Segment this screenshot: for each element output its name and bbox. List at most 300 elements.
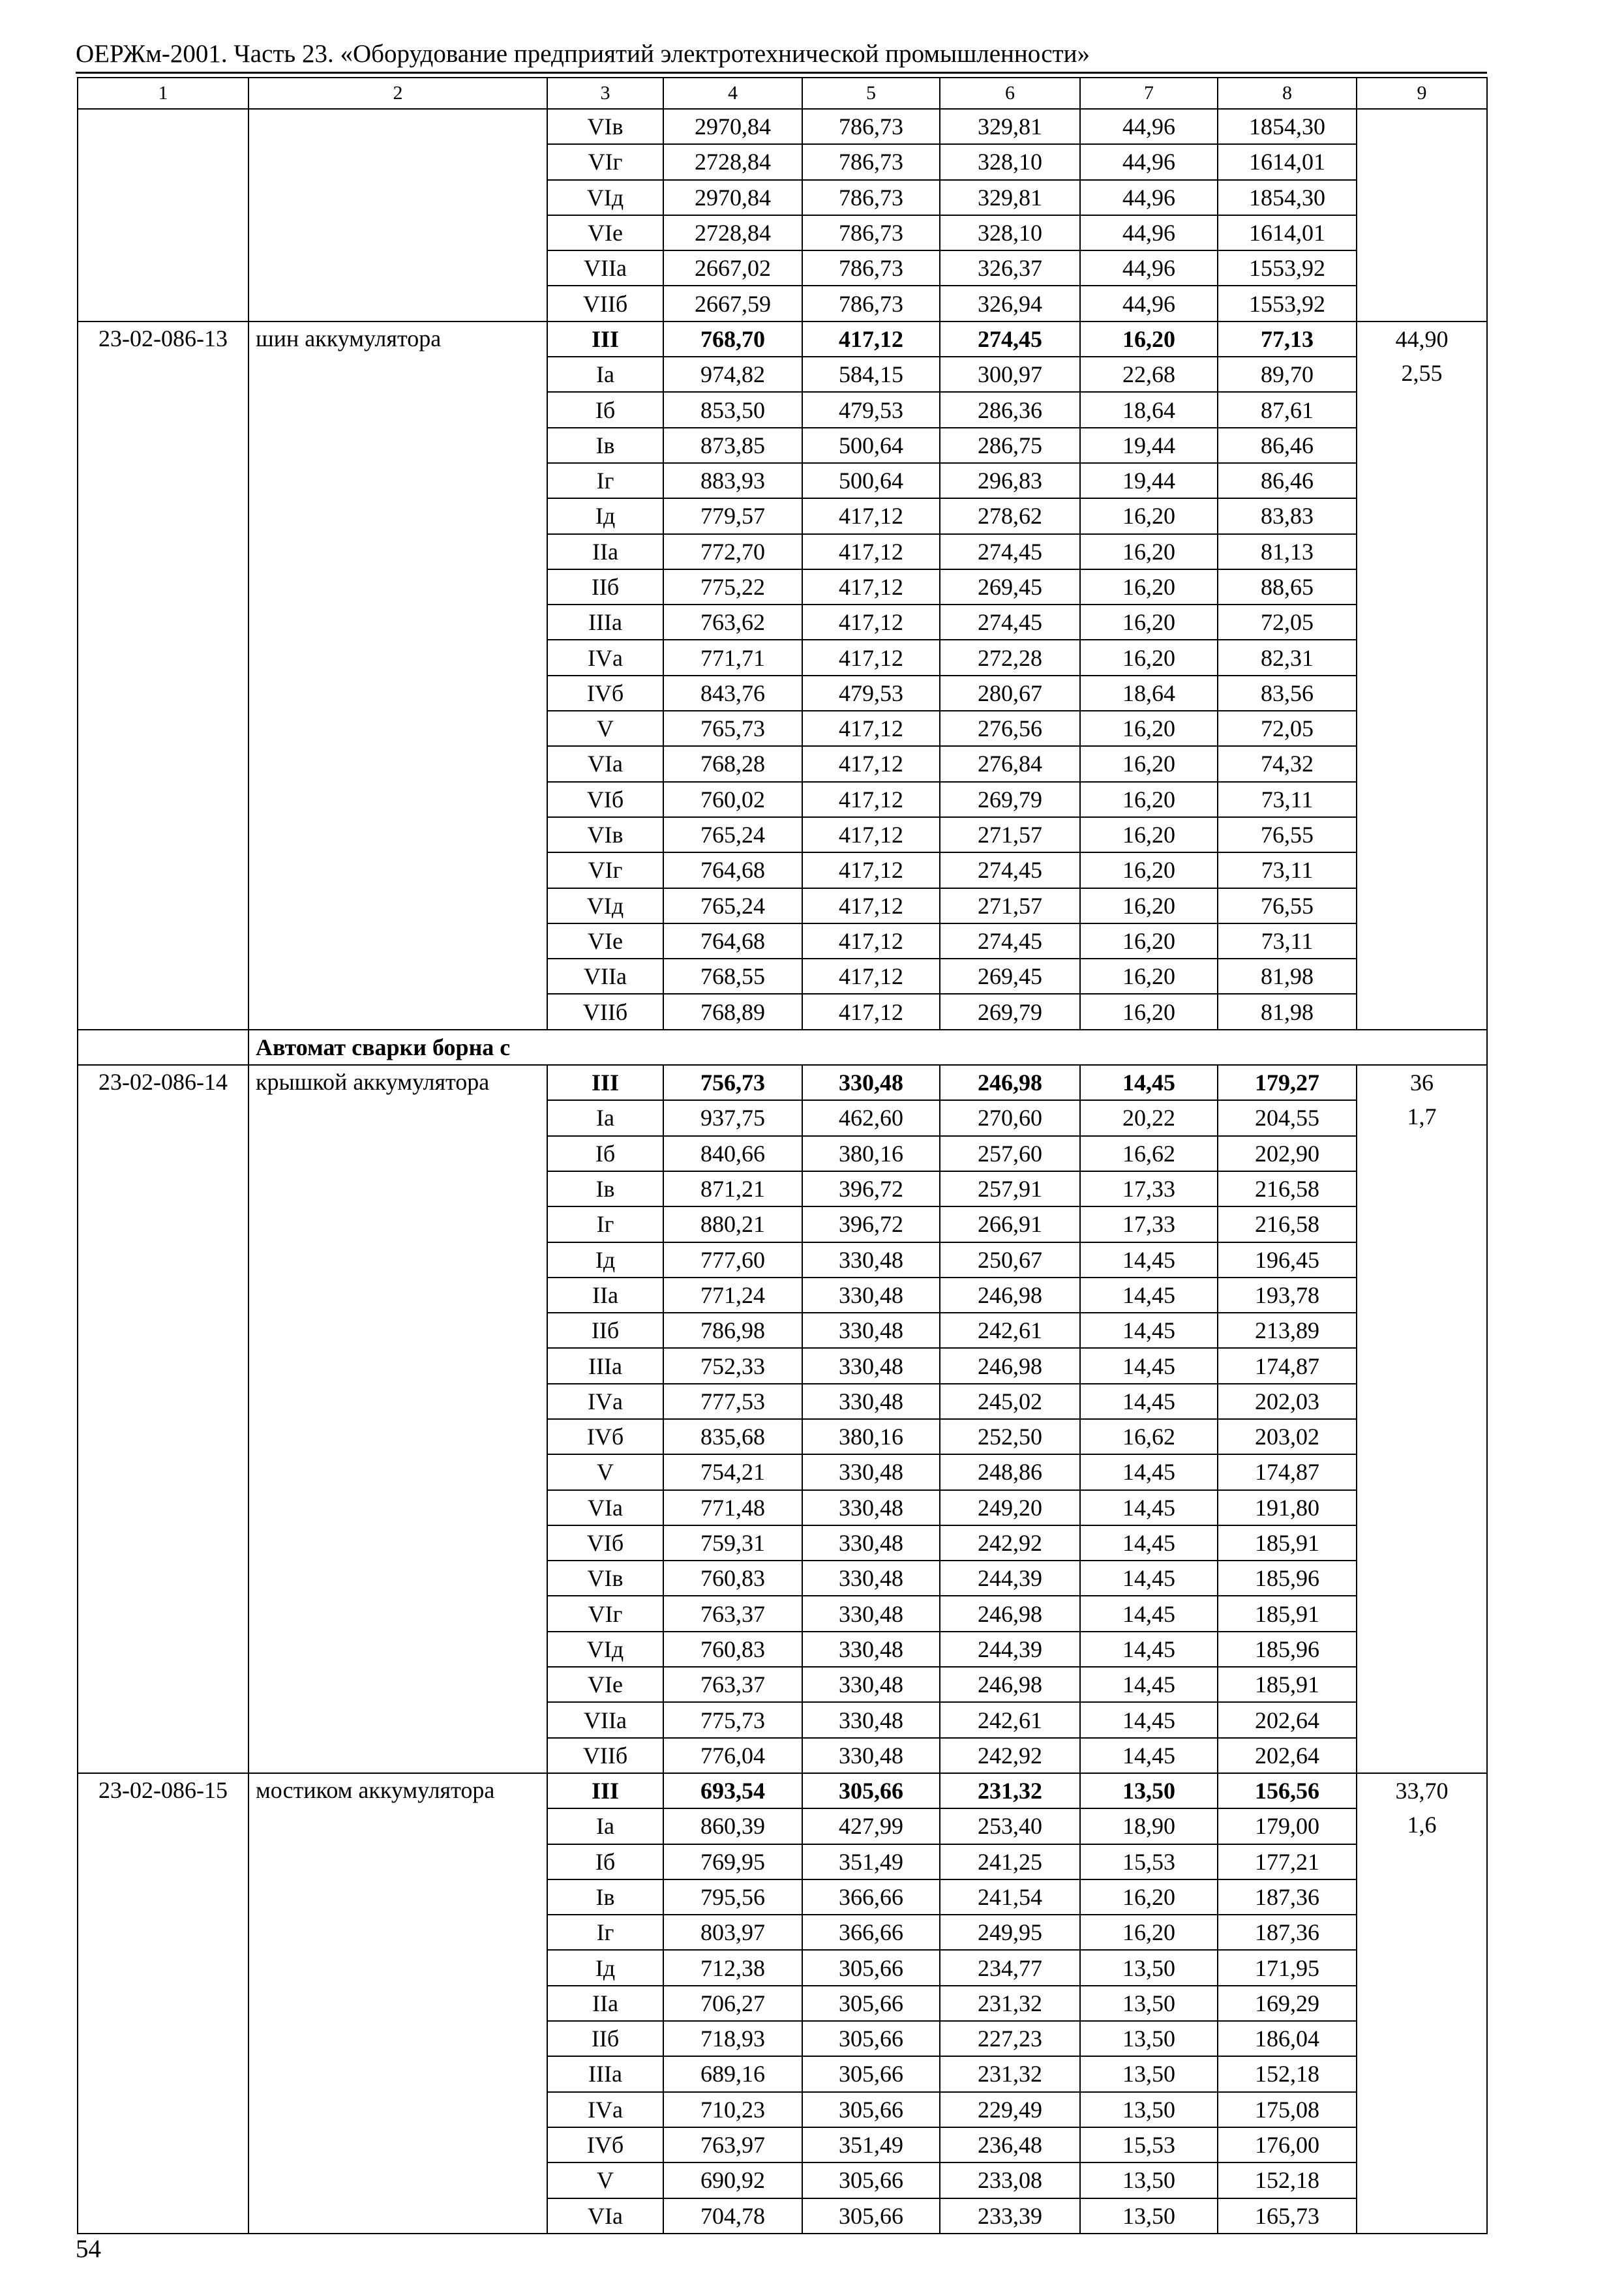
cost-cell-col7: 14,45 xyxy=(1080,1702,1218,1737)
cost-cell-col7: 13,50 xyxy=(1080,2162,1218,2198)
cost-cell-col4: 710,23 xyxy=(663,2092,802,2127)
cost-cell-col8: 185,91 xyxy=(1218,1525,1357,1561)
cost-cell-col6: 272,28 xyxy=(940,640,1080,675)
cost-cell-col4: 880,21 xyxy=(663,1206,802,1242)
region-zone: IIIа xyxy=(547,605,663,640)
cost-cell-col8: 202,03 xyxy=(1218,1384,1357,1419)
cost-cell-col6: 245,02 xyxy=(940,1384,1080,1419)
cost-cell-col8: 177,21 xyxy=(1218,1844,1357,1879)
cost-cell-col6: 270,60 xyxy=(940,1100,1080,1135)
cost-cell-col7: 15,53 xyxy=(1080,2127,1218,2162)
cost-cell-col5: 330,48 xyxy=(802,1313,940,1348)
cost-cell-col4: 718,93 xyxy=(663,2021,802,2056)
region-zone: Iб xyxy=(547,1844,663,1879)
cost-cell-col4: 776,04 xyxy=(663,1738,802,1773)
cost-cell-col7: 16,20 xyxy=(1080,746,1218,781)
region-zone: VIг xyxy=(547,852,663,888)
cost-cell-col6: 233,08 xyxy=(940,2162,1080,2198)
region-zone: VIе xyxy=(547,1667,663,1702)
labor-cost-cell xyxy=(1357,109,1487,322)
cost-cell-col6: 269,79 xyxy=(940,994,1080,1029)
cost-cell-col8: 185,96 xyxy=(1218,1632,1357,1667)
cost-cell-col6: 231,32 xyxy=(940,2056,1080,2091)
cost-cell-col8: 196,45 xyxy=(1218,1242,1357,1278)
cost-cell-col5: 417,12 xyxy=(802,994,940,1029)
cost-cell-col6: 274,45 xyxy=(940,923,1080,959)
cost-cell-col7: 14,45 xyxy=(1080,1065,1218,1100)
cost-cell-col5: 330,48 xyxy=(802,1596,940,1631)
region-zone: Iд xyxy=(547,1950,663,1985)
cost-cell-col7: 14,45 xyxy=(1080,1348,1218,1383)
cost-cell-col5: 366,66 xyxy=(802,1879,940,1915)
header-rule xyxy=(76,72,1487,74)
rate-code: 23-02-086-15 xyxy=(78,1773,248,2234)
cost-cell-col5: 330,48 xyxy=(802,1348,940,1383)
region-zone: Iд xyxy=(547,498,663,533)
cost-cell-col5: 584,15 xyxy=(802,357,940,392)
region-zone: VIд xyxy=(547,180,663,215)
cost-cell-col4: 843,76 xyxy=(663,676,802,711)
cost-cell-col6: 276,56 xyxy=(940,711,1080,746)
cost-cell-col8: 1614,01 xyxy=(1218,215,1357,250)
cost-cell-col5: 417,12 xyxy=(802,852,940,888)
cost-cell-col6: 286,75 xyxy=(940,428,1080,463)
cost-cell-col6: 246,98 xyxy=(940,1065,1080,1100)
cost-cell-col4: 775,22 xyxy=(663,569,802,605)
cost-cell-col7: 44,96 xyxy=(1080,180,1218,215)
table-row xyxy=(78,322,1487,357)
cost-cell-col7: 16,20 xyxy=(1080,817,1218,852)
cost-cell-col8: 185,91 xyxy=(1218,1596,1357,1631)
region-zone: IVа xyxy=(547,1384,663,1419)
cost-cell-col5: 330,48 xyxy=(802,1632,940,1667)
cost-cell-col7: 16,20 xyxy=(1080,498,1218,533)
cost-cell-col7: 17,33 xyxy=(1080,1206,1218,1242)
cost-cell-col6: 242,61 xyxy=(940,1313,1080,1348)
cost-cell-col5: 330,48 xyxy=(802,1525,940,1561)
cost-cell-col6: 269,45 xyxy=(940,569,1080,605)
region-zone: VIб xyxy=(547,1525,663,1561)
cost-cell-col8: 202,64 xyxy=(1218,1738,1357,1773)
cost-cell-col6: 296,83 xyxy=(940,463,1080,498)
band-header-spacer xyxy=(78,1030,248,1065)
region-zone: IIа xyxy=(547,1986,663,2021)
cost-cell-col6: 274,45 xyxy=(940,322,1080,357)
labor-cost-cell xyxy=(1357,1065,1487,1773)
cost-cell-col4: 760,83 xyxy=(663,1632,802,1667)
cost-cell-col8: 187,36 xyxy=(1218,1879,1357,1915)
labor-cost-value: 1,7 xyxy=(1407,1103,1437,1130)
cost-cell-col6: 271,57 xyxy=(940,817,1080,852)
cost-cell-col6: 269,79 xyxy=(940,782,1080,817)
cost-cell-col5: 786,73 xyxy=(802,286,940,321)
cost-cell-col6: 250,67 xyxy=(940,1242,1080,1278)
cost-cell-col7: 16,20 xyxy=(1080,888,1218,923)
cost-cell-col4: 763,97 xyxy=(663,2127,802,2162)
cost-cell-col5: 305,66 xyxy=(802,1986,940,2021)
cost-cell-col4: 873,85 xyxy=(663,428,802,463)
work-name: крышкой аккумулятора xyxy=(248,1065,547,1773)
cost-cell-col7: 13,50 xyxy=(1080,2021,1218,2056)
cost-cell-col7: 16,62 xyxy=(1080,1419,1218,1454)
band-header-row xyxy=(78,1030,1487,1065)
region-zone: VIв xyxy=(547,1561,663,1596)
cost-cell-col7: 16,20 xyxy=(1080,322,1218,357)
cost-cell-col4: 777,60 xyxy=(663,1242,802,1278)
region-zone: VIе xyxy=(547,923,663,959)
cost-cell-col8: 174,87 xyxy=(1218,1348,1357,1383)
cost-cell-col7: 18,90 xyxy=(1080,1808,1218,1844)
region-zone: IIб xyxy=(547,2021,663,2056)
cost-cell-col5: 305,66 xyxy=(802,2198,940,2234)
cost-cell-col4: 763,37 xyxy=(663,1596,802,1631)
cost-cell-col8: 1553,92 xyxy=(1218,286,1357,321)
column-number-7: 7 xyxy=(1080,78,1218,109)
band-header: Автомат сварки борна с xyxy=(248,1030,1487,1065)
cost-cell-col4: 860,39 xyxy=(663,1808,802,1844)
rate-code: 23-02-086-13 xyxy=(78,322,248,1030)
cost-cell-col5: 351,49 xyxy=(802,1844,940,1879)
cost-cell-col7: 16,20 xyxy=(1080,923,1218,959)
cost-cell-col6: 329,81 xyxy=(940,180,1080,215)
cost-cell-col4: 772,70 xyxy=(663,534,802,569)
column-number-3: 3 xyxy=(547,78,663,109)
cost-cell-col7: 16,20 xyxy=(1080,1915,1218,1950)
cost-cell-col8: 216,58 xyxy=(1218,1171,1357,1206)
cost-cell-col7: 18,64 xyxy=(1080,392,1218,427)
region-zone: IIIа xyxy=(547,2056,663,2091)
cost-cell-col7: 20,22 xyxy=(1080,1100,1218,1135)
column-number-8: 8 xyxy=(1218,78,1357,109)
cost-cell-col8: 77,13 xyxy=(1218,322,1357,357)
cost-cell-col6: 329,81 xyxy=(940,109,1080,144)
cost-cell-col7: 16,20 xyxy=(1080,534,1218,569)
labor-cost-cell xyxy=(1357,322,1487,1030)
cost-cell-col4: 759,31 xyxy=(663,1525,802,1561)
cost-cell-col6: 257,60 xyxy=(940,1136,1080,1171)
cost-cell-col6: 246,98 xyxy=(940,1596,1080,1631)
cost-cell-col6: 246,98 xyxy=(940,1348,1080,1383)
column-number-9: 9 xyxy=(1357,78,1487,109)
cost-cell-col6: 271,57 xyxy=(940,888,1080,923)
cost-cell-col7: 44,96 xyxy=(1080,144,1218,179)
cost-cell-col8: 87,61 xyxy=(1218,392,1357,427)
column-number-2: 2 xyxy=(248,78,547,109)
cost-cell-col5: 330,48 xyxy=(802,1561,940,1596)
cost-cell-col7: 16,20 xyxy=(1080,640,1218,675)
cost-cell-col8: 171,95 xyxy=(1218,1950,1357,1985)
cost-cell-col6: 286,36 xyxy=(940,392,1080,427)
cost-cell-col7: 16,20 xyxy=(1080,711,1218,746)
cost-cell-col6: 253,40 xyxy=(940,1808,1080,1844)
cost-cell-col6: 276,84 xyxy=(940,746,1080,781)
cost-cell-col8: 83,83 xyxy=(1218,498,1357,533)
cost-cell-col5: 305,66 xyxy=(802,2021,940,2056)
cost-cell-col5: 417,12 xyxy=(802,498,940,533)
region-zone: Iв xyxy=(547,1171,663,1206)
region-zone: IIа xyxy=(547,1278,663,1313)
cost-cell-col6: 242,61 xyxy=(940,1702,1080,1737)
cost-cell-col7: 16,20 xyxy=(1080,605,1218,640)
cost-cell-col5: 396,72 xyxy=(802,1171,940,1206)
cost-cell-col7: 16,20 xyxy=(1080,782,1218,817)
cost-cell-col8: 72,05 xyxy=(1218,605,1357,640)
cost-cell-col4: 763,62 xyxy=(663,605,802,640)
cost-cell-col7: 16,20 xyxy=(1080,852,1218,888)
cost-cell-col4: 2970,84 xyxy=(663,109,802,144)
cost-cell-col5: 396,72 xyxy=(802,1206,940,1242)
cost-cell-col7: 14,45 xyxy=(1080,1454,1218,1489)
cost-cell-col7: 44,96 xyxy=(1080,286,1218,321)
cost-cell-col7: 16,20 xyxy=(1080,959,1218,994)
cost-cell-col6: 241,54 xyxy=(940,1879,1080,1915)
cost-cell-col8: 203,02 xyxy=(1218,1419,1357,1454)
cost-cell-col8: 82,31 xyxy=(1218,640,1357,675)
cost-cell-col8: 1854,30 xyxy=(1218,109,1357,144)
cost-cell-col6: 252,50 xyxy=(940,1419,1080,1454)
cost-cell-col5: 330,48 xyxy=(802,1738,940,1773)
cost-cell-col6: 326,94 xyxy=(940,286,1080,321)
cost-cell-col5: 417,12 xyxy=(802,746,940,781)
cost-cell-col7: 14,45 xyxy=(1080,1525,1218,1561)
cost-cell-col5: 305,66 xyxy=(802,1950,940,1985)
cost-cell-col6: 246,98 xyxy=(940,1667,1080,1702)
region-zone: VIIб xyxy=(547,1738,663,1773)
cost-cell-col4: 760,02 xyxy=(663,782,802,817)
cost-cell-col4: 765,24 xyxy=(663,888,802,923)
cost-cell-col7: 44,96 xyxy=(1080,215,1218,250)
cost-cell-col6: 278,62 xyxy=(940,498,1080,533)
cost-cell-col5: 330,48 xyxy=(802,1454,940,1489)
cost-cell-col5: 479,53 xyxy=(802,392,940,427)
work-name: мостиком аккумулятора xyxy=(248,1773,547,2234)
cost-cell-col7: 13,50 xyxy=(1080,2198,1218,2234)
column-number-5: 5 xyxy=(802,78,940,109)
cost-cell-col7: 44,96 xyxy=(1080,250,1218,286)
cost-cell-col8: 152,18 xyxy=(1218,2162,1357,2198)
cost-cell-col8: 72,05 xyxy=(1218,711,1357,746)
cost-cell-col5: 366,66 xyxy=(802,1915,940,1950)
cost-cell-col6: 248,86 xyxy=(940,1454,1080,1489)
cost-cell-col8: 81,13 xyxy=(1218,534,1357,569)
cost-cell-col6: 328,10 xyxy=(940,215,1080,250)
cost-cell-col7: 18,64 xyxy=(1080,676,1218,711)
cost-cell-col4: 763,37 xyxy=(663,1667,802,1702)
region-zone: VIа xyxy=(547,2198,663,2234)
labor-cost-cell xyxy=(1357,1773,1487,2234)
cost-cell-col5: 500,64 xyxy=(802,428,940,463)
table-row xyxy=(78,1065,1487,1100)
region-zone: IVб xyxy=(547,1419,663,1454)
cost-cell-col6: 246,98 xyxy=(940,1278,1080,1313)
cost-cell-col6: 249,20 xyxy=(940,1490,1080,1525)
cost-cell-col5: 786,73 xyxy=(802,250,940,286)
region-zone: VIIа xyxy=(547,1702,663,1737)
cost-cell-col5: 462,60 xyxy=(802,1100,940,1135)
region-zone: VIа xyxy=(547,1490,663,1525)
cost-cell-col6: 274,45 xyxy=(940,534,1080,569)
cost-cell-col5: 417,12 xyxy=(802,605,940,640)
cost-cell-col7: 22,68 xyxy=(1080,357,1218,392)
cost-cell-col5: 417,12 xyxy=(802,322,940,357)
region-zone: V xyxy=(547,2162,663,2198)
cost-cell-col5: 330,48 xyxy=(802,1384,940,1419)
cost-cell-col8: 216,58 xyxy=(1218,1206,1357,1242)
column-number-6: 6 xyxy=(940,78,1080,109)
cost-cell-col8: 89,70 xyxy=(1218,357,1357,392)
cost-cell-col4: 803,97 xyxy=(663,1915,802,1950)
region-zone: VIIб xyxy=(547,286,663,321)
cost-cell-col4: 769,95 xyxy=(663,1844,802,1879)
region-zone: Iб xyxy=(547,1136,663,1171)
region-zone: III xyxy=(547,1773,663,1808)
cost-cell-col4: 712,38 xyxy=(663,1950,802,1985)
cost-cell-col5: 417,12 xyxy=(802,817,940,852)
cost-cell-col4: 768,70 xyxy=(663,322,802,357)
cost-cell-col8: 179,00 xyxy=(1218,1808,1357,1844)
cost-cell-col7: 13,50 xyxy=(1080,2056,1218,2091)
cost-cell-col4: 765,73 xyxy=(663,711,802,746)
labor-cost-value: 1,6 xyxy=(1407,1812,1437,1838)
cost-cell-col8: 179,27 xyxy=(1218,1065,1357,1100)
region-zone: VIг xyxy=(547,144,663,179)
cost-cell-col7: 14,45 xyxy=(1080,1596,1218,1631)
region-zone: VIв xyxy=(547,817,663,852)
cost-cell-col4: 871,21 xyxy=(663,1171,802,1206)
region-zone: V xyxy=(547,1454,663,1489)
region-zone: Iг xyxy=(547,1915,663,1950)
cost-cell-col6: 231,32 xyxy=(940,1773,1080,1808)
cost-cell-col6: 229,49 xyxy=(940,2092,1080,2127)
cost-cell-col7: 13,50 xyxy=(1080,2092,1218,2127)
cost-cell-col6: 266,91 xyxy=(940,1206,1080,1242)
cost-cell-col4: 2667,59 xyxy=(663,286,802,321)
cost-cell-col7: 14,45 xyxy=(1080,1278,1218,1313)
cost-cell-col4: 771,71 xyxy=(663,640,802,675)
cost-cell-col4: 779,57 xyxy=(663,498,802,533)
region-zone: VIIа xyxy=(547,959,663,994)
cost-cell-col5: 786,73 xyxy=(802,109,940,144)
region-zone: IVа xyxy=(547,2092,663,2127)
cost-cell-col7: 16,20 xyxy=(1080,994,1218,1029)
cost-cell-col8: 73,11 xyxy=(1218,852,1357,888)
region-zone: IIб xyxy=(547,1313,663,1348)
cost-cell-col8: 1854,30 xyxy=(1218,180,1357,215)
region-zone: Iг xyxy=(547,1206,663,1242)
cost-cell-col4: 764,68 xyxy=(663,923,802,959)
cost-cell-col7: 19,44 xyxy=(1080,428,1218,463)
cost-cell-col4: 835,68 xyxy=(663,1419,802,1454)
region-zone: IIб xyxy=(547,569,663,605)
cost-cell-col8: 202,64 xyxy=(1218,1702,1357,1737)
cost-cell-col8: 73,11 xyxy=(1218,923,1357,959)
cost-cell-col5: 500,64 xyxy=(802,463,940,498)
cost-cell-col8: 175,08 xyxy=(1218,2092,1357,2127)
cost-cell-col6: 280,67 xyxy=(940,676,1080,711)
cost-cell-col7: 17,33 xyxy=(1080,1171,1218,1206)
cost-cell-col5: 305,66 xyxy=(802,2092,940,2127)
region-zone: IVб xyxy=(547,2127,663,2162)
cost-cell-col5: 330,48 xyxy=(802,1490,940,1525)
cost-cell-col5: 305,66 xyxy=(802,2162,940,2198)
region-zone: Iа xyxy=(547,1100,663,1135)
cost-cell-col4: 786,98 xyxy=(663,1313,802,1348)
cost-cell-col4: 840,66 xyxy=(663,1136,802,1171)
region-zone: VIв xyxy=(547,109,663,144)
cost-cell-col4: 795,56 xyxy=(663,1879,802,1915)
cost-cell-col6: 326,37 xyxy=(940,250,1080,286)
cost-cell-col5: 351,49 xyxy=(802,2127,940,2162)
cost-cell-col4: 768,55 xyxy=(663,959,802,994)
cost-cell-col6: 300,97 xyxy=(940,357,1080,392)
cost-cell-col5: 330,48 xyxy=(802,1065,940,1100)
cost-cell-col7: 15,53 xyxy=(1080,1844,1218,1879)
cost-cell-col4: 752,33 xyxy=(663,1348,802,1383)
cost-cell-col6: 257,91 xyxy=(940,1171,1080,1206)
cost-cell-col4: 853,50 xyxy=(663,392,802,427)
region-zone: III xyxy=(547,322,663,357)
cost-cell-col4: 693,54 xyxy=(663,1773,802,1808)
region-zone: VIд xyxy=(547,888,663,923)
cost-cell-col7: 14,45 xyxy=(1080,1632,1218,1667)
cost-cell-col4: 2728,84 xyxy=(663,215,802,250)
cost-cell-col8: 83,56 xyxy=(1218,676,1357,711)
region-zone: VIа xyxy=(547,746,663,781)
cost-cell-col8: 165,73 xyxy=(1218,2198,1357,2234)
cost-cell-col7: 13,50 xyxy=(1080,1950,1218,1985)
region-zone: Iб xyxy=(547,392,663,427)
labor-cost-value: 44,90 xyxy=(1395,325,1449,352)
cost-cell-col7: 16,62 xyxy=(1080,1136,1218,1171)
cost-cell-col4: 760,83 xyxy=(663,1561,802,1596)
region-zone: Iв xyxy=(547,1879,663,1915)
cost-cell-col5: 786,73 xyxy=(802,215,940,250)
cost-cell-col6: 244,39 xyxy=(940,1632,1080,1667)
cost-cell-col8: 88,65 xyxy=(1218,569,1357,605)
cost-cell-col6: 249,95 xyxy=(940,1915,1080,1950)
cost-cell-col7: 14,45 xyxy=(1080,1490,1218,1525)
table-body xyxy=(78,78,1487,2234)
region-zone: Iв xyxy=(547,428,663,463)
cost-cell-col6: 234,77 xyxy=(940,1950,1080,1985)
cost-cell-col8: 81,98 xyxy=(1218,994,1357,1029)
cost-cell-col6: 269,45 xyxy=(940,959,1080,994)
cost-cell-col4: 937,75 xyxy=(663,1100,802,1135)
cost-cell-col6: 241,25 xyxy=(940,1844,1080,1879)
document-header: ОЕРЖм-2001. Часть 23. «Оборудование предприятий электротехнической промышленности» xyxy=(76,40,1090,68)
cost-cell-col8: 213,89 xyxy=(1218,1313,1357,1348)
cost-cell-col8: 185,96 xyxy=(1218,1561,1357,1596)
cost-cell-col5: 427,99 xyxy=(802,1808,940,1844)
cost-cell-col8: 202,90 xyxy=(1218,1136,1357,1171)
region-zone: IIIа xyxy=(547,1348,663,1383)
cost-cell-col4: 2728,84 xyxy=(663,144,802,179)
cost-cell-col4: 2667,02 xyxy=(663,250,802,286)
cost-cell-col4: 690,92 xyxy=(663,2162,802,2198)
cost-cell-col4: 706,27 xyxy=(663,1986,802,2021)
cost-cell-col8: 74,32 xyxy=(1218,746,1357,781)
work-name xyxy=(248,109,547,322)
region-zone: VIг xyxy=(547,1596,663,1631)
cost-cell-col7: 16,20 xyxy=(1080,569,1218,605)
cost-cell-col7: 13,50 xyxy=(1080,1986,1218,2021)
rate-code xyxy=(78,109,248,322)
cost-cell-col4: 765,24 xyxy=(663,817,802,852)
column-number-4: 4 xyxy=(663,78,802,109)
cost-cell-col4: 704,78 xyxy=(663,2198,802,2234)
cost-cell-col4: 756,73 xyxy=(663,1065,802,1100)
table-row xyxy=(78,109,1487,144)
